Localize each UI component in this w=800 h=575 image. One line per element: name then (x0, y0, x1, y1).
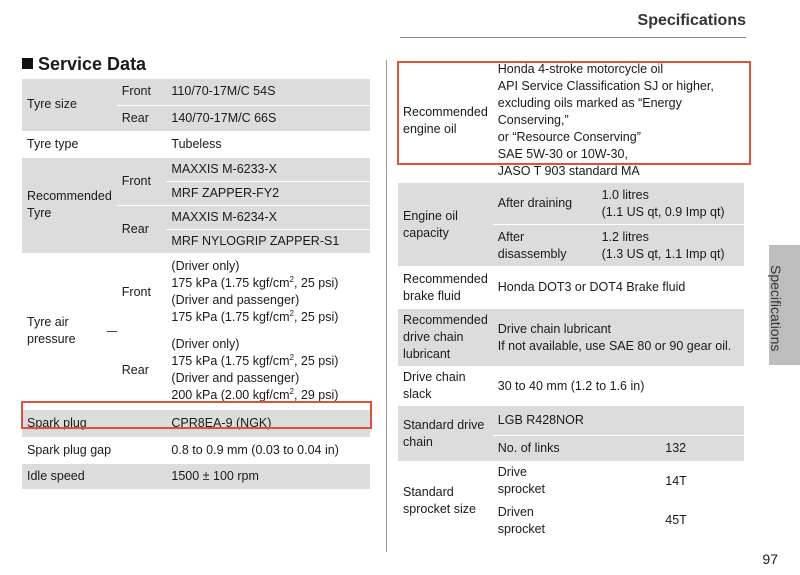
superscript: 2 (289, 308, 294, 318)
tyre-size-rear-label: Rear (117, 105, 167, 131)
tyre-size-front-value: 110/70-17M/C 54S (166, 79, 370, 105)
spark-plug-label: Spark plug (22, 409, 166, 437)
engine-oil-line-6: JASO T 903 standard MA (497, 164, 640, 178)
pressure-value: 175 kPa (1.75 kgf/cm (171, 354, 290, 368)
chain-lube-value (493, 309, 744, 367)
spark-plug-value: CPR8EA-9 (NGK) (166, 409, 370, 437)
no-of-links-label: No. of links (493, 436, 661, 462)
brake-fluid-label-1: Recommended (403, 271, 488, 286)
tyre-pressure-front-line-2 (171, 275, 365, 292)
spark-plug-highlight (21, 401, 372, 429)
sprocket-label-2: sprocket size (403, 502, 476, 516)
oil-capacity-label-2: capacity (403, 225, 449, 240)
side-tab-label: Specifications (768, 265, 784, 352)
drive-chain-label-2: chain (403, 434, 433, 449)
drive-sprocket-value: 14T (660, 462, 744, 501)
brake-fluid-value: Honda DOT3 or DOT4 Brake fluid (493, 267, 744, 309)
chain-lube-label-3: lubricant (403, 347, 451, 361)
oil-capacity-label (398, 183, 493, 267)
engine-oil-line-2: API Service Classification SJ or higher, (497, 79, 714, 93)
engine-oil-label-2: engine oil (403, 121, 457, 136)
drive-chain-value: LGB R428NOR (493, 406, 744, 436)
engine-oil-label-1: Recommended (403, 104, 488, 119)
sprocket-label (398, 462, 493, 541)
tyre-size-label: Tyre size (22, 79, 117, 131)
engine-oil-line-5: SAE 5W-30 or 10W-30, (497, 147, 628, 161)
chain-slack-label: Drive chain slack (398, 367, 493, 406)
idle-speed-label: Idle speed (22, 463, 166, 489)
tyre-type-value: Tubeless (166, 131, 370, 157)
engine-oil-highlight (397, 61, 751, 165)
after-disassembly-value (597, 225, 744, 267)
sprocket-label-1: Standard (403, 485, 454, 499)
recommended-tyre-rear-2: MRF NYLOGRIP ZAPPER-S1 (166, 229, 370, 253)
tyre-size-front-label: Front (117, 79, 167, 105)
tyre-pressure-rear-line-2 (171, 353, 365, 370)
pressure-value: 175 kPa (1.75 kgf/cm (171, 276, 290, 290)
square-bullet-icon (22, 58, 33, 69)
recommended-tyre-label: Recommended Tyre (22, 157, 117, 253)
pressure-value: 175 kPa (1.75 kgf/cm (171, 310, 290, 324)
page-number: 97 (762, 551, 778, 567)
idle-speed-value: 1500 ± 100 rpm (166, 463, 370, 489)
tyre-pressure-label (22, 253, 117, 409)
after-draining-label: After draining (493, 183, 597, 225)
recommended-tyre-front-label: Front (117, 157, 167, 205)
superscript: 2 (289, 274, 294, 284)
tyre-pressure-front-line-1: (Driver only) (171, 259, 240, 273)
pressure-psi: , 29 psi) (293, 388, 339, 402)
chain-lube-line-1: Drive chain lubricant (497, 321, 612, 336)
chain-lube-label (398, 309, 493, 367)
header-rule (400, 37, 746, 38)
tyre-pressure-front-label: Front (117, 253, 167, 331)
tyre-pressure-front-value (166, 253, 370, 331)
spark-plug-gap-label: Spark plug gap (22, 437, 166, 463)
after-disassembly-label: After disassembly (493, 225, 597, 267)
page-header-title: Specifications (637, 12, 746, 29)
tyre-type-label: Tyre type (22, 131, 166, 157)
superscript: 2 (289, 352, 294, 362)
pressure-psi: , 25 psi) (293, 354, 339, 368)
chain-lube-line-2: If not available, use SAE 80 or 90 gear oil. (497, 338, 732, 353)
tyre-pressure-front-line-3: (Driver and passenger) (171, 293, 300, 307)
engine-oil-line-3: excluding oils marked as “Energy Conserving,” (497, 96, 682, 127)
drive-sprocket-label-2: sprocket (497, 482, 546, 496)
brake-fluid-label-2: brake fluid (403, 288, 461, 303)
pressure-value: 200 kPa (2.00 kgf/cm (171, 388, 290, 402)
draining-line-2: (1.1 US qt, 0.9 Imp qt) (601, 204, 725, 219)
tyre-pressure-label-text: Tyre air pressure (27, 315, 76, 346)
tyre-pressure-rear-value (166, 331, 370, 409)
driven-sprocket-value: 45T (660, 501, 744, 541)
drive-sprocket-label-1: Drive (497, 465, 527, 479)
tyre-pressure-rear-line-3: (Driver and passenger) (171, 371, 300, 385)
chain-lube-label-2: drive chain (403, 330, 464, 344)
disassembly-line-1: 1.2 litres (601, 229, 649, 244)
driven-sprocket-label (493, 501, 661, 541)
drive-sprocket-label (493, 462, 661, 501)
engine-oil-line-1: Honda 4-stroke motorcycle oil (497, 62, 664, 76)
pressure-psi: , 25 psi) (293, 276, 339, 290)
drive-chain-label (398, 406, 493, 462)
drive-chain-label-1: Standard drive (403, 417, 485, 432)
recommended-tyre-front-1: MAXXIS M-6233-X (166, 157, 370, 181)
recommended-tyre-rear-1: MAXXIS M-6234-X (166, 205, 370, 229)
driven-sprocket-label-1: Driven (497, 504, 534, 519)
recommended-tyre-rear-label: Rear (117, 205, 167, 253)
engine-oil-line-4: or “Resource Conserving” (497, 130, 641, 144)
no-of-links-value: 132 (660, 436, 744, 462)
after-draining-value (597, 183, 744, 225)
brake-fluid-label (398, 267, 493, 309)
tyre-pressure-front-line-4 (171, 309, 365, 326)
chain-slack-value: 30 to 40 mm (1.2 to 1.6 in) (493, 367, 744, 406)
driven-sprocket-label-2: sprocket (497, 521, 546, 536)
draining-line-1: 1.0 litres (601, 187, 649, 202)
pressure-psi: , 25 psi) (293, 310, 339, 324)
section-title-text: Service Data (38, 54, 147, 74)
disassembly-line-2: (1.3 US qt, 1.1 Imp qt) (601, 246, 725, 261)
tyre-size-rear-value: 140/70-17M/C 66S (166, 105, 370, 131)
column-divider (386, 60, 387, 552)
tyre-pressure-rear-label: Rear (117, 331, 167, 409)
chain-lube-label-1: Recommended (403, 313, 488, 327)
section-title (22, 54, 146, 75)
oil-capacity-label-1: Engine oil (403, 208, 458, 223)
superscript: 2 (289, 386, 294, 396)
recommended-tyre-front-2: MRF ZAPPER-FY2 (166, 181, 370, 205)
tyre-pressure-rear-line-1: (Driver only) (171, 337, 240, 351)
spark-plug-gap-value: 0.8 to 0.9 mm (0.03 to 0.04 in) (166, 437, 370, 463)
